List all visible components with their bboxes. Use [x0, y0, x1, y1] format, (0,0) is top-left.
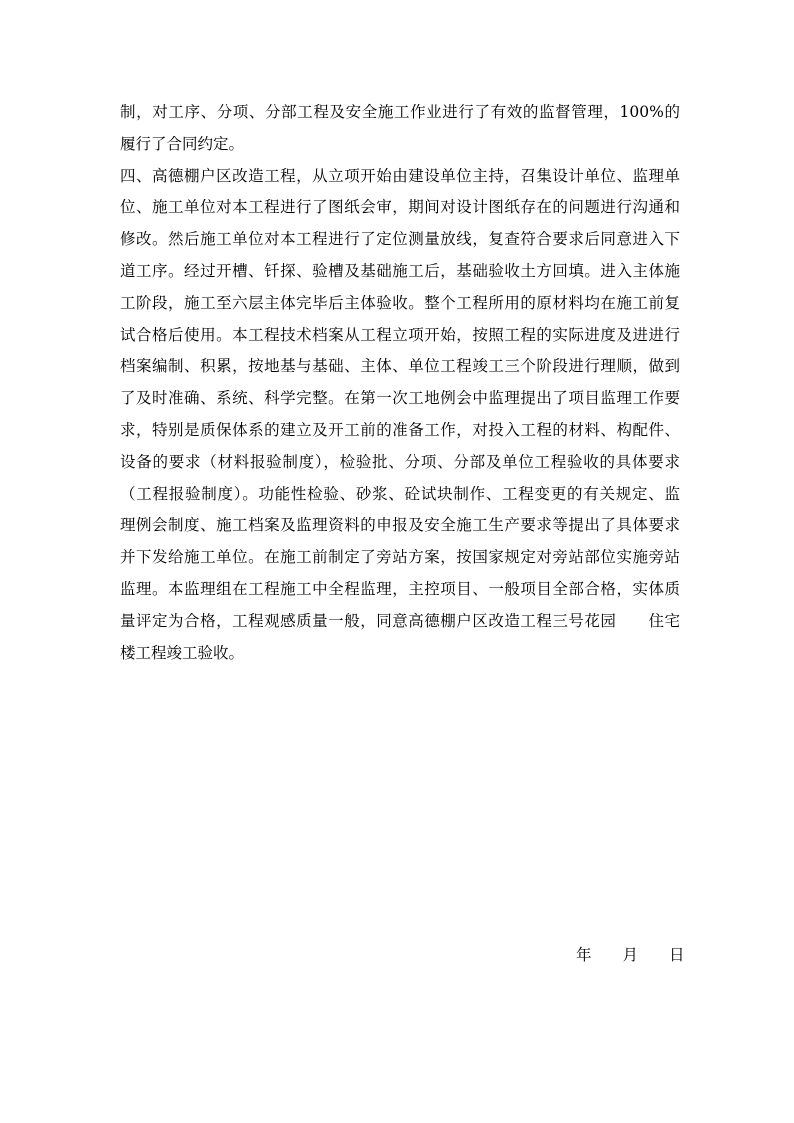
text-line: 理例会制度、施工档案及监理资料的申报及安全施工生产要求等提出了具体要求 [120, 516, 680, 535]
signature-date: 年 月 日 [576, 946, 685, 964]
text-line: 道工序。经过开槽、钎探、验槽及基础施工后，基础验收土方回填。进入主体施 [120, 261, 680, 280]
text-line: 试合格后使用。本工程技术档案从工程立项开始，按照工程的实际进度及进进行 [120, 325, 680, 344]
text-line: 并下发给施工单位。在施工前制定了旁站方案，按国家规定对旁站部位实施旁站 [120, 548, 680, 567]
text-line: 修改。然后施工单位对本工程进行了定位测量放线，复查符合要求后同意进入下 [120, 230, 680, 249]
text-line: 量评定为合格，工程观感质量一般，同意高德棚户区改造工程三号花园 住宅 [120, 611, 680, 630]
text-line: 履行了合同约定。 [120, 134, 245, 153]
text-line: 位、施工单位对本工程进行了图纸会审，期间对设计图纸存在的问题进行沟通和 [120, 198, 680, 217]
text-line: 四、高德棚户区改造工程，从立项开始由建设单位主持，召集设计单位、监理单 [120, 166, 680, 185]
body-text [120, 97, 680, 669]
text-line: 求，特别是质保体系的建立及开工前的准备工作，对投入工程的材料、构配件、 [120, 420, 680, 439]
text-line: 楼工程竣工验收。 [120, 643, 245, 662]
text-line: 工阶段，施工至六层主体完毕后主体验收。整个工程所用的原材料均在施工前复 [120, 293, 680, 312]
text-line: 制，对工序、分项、分部工程及安全施工作业进行了有效的监督管理，100%的 [120, 103, 680, 121]
text-line: 设备的要求（材料报验制度），检验批、分项、分部及单位工程验收的具体要求 [120, 452, 680, 471]
text-line: 了及时准确、系统、科学完整。在第一次工地例会中监理提出了项目监理工作要 [120, 389, 680, 408]
text-line: （工程报验制度）。功能性检验、砂浆、砼试块制作、工程变更的有关规定、监 [120, 484, 680, 503]
text-line: 档案编制、积累，按地基与基础、主体、单位工程竣工三个阶段进行理顺，做到 [120, 357, 680, 376]
text-line: 监理。本监理组在工程施工中全程监理，主控项目、一般项目全部合格，实体质 [120, 579, 680, 598]
